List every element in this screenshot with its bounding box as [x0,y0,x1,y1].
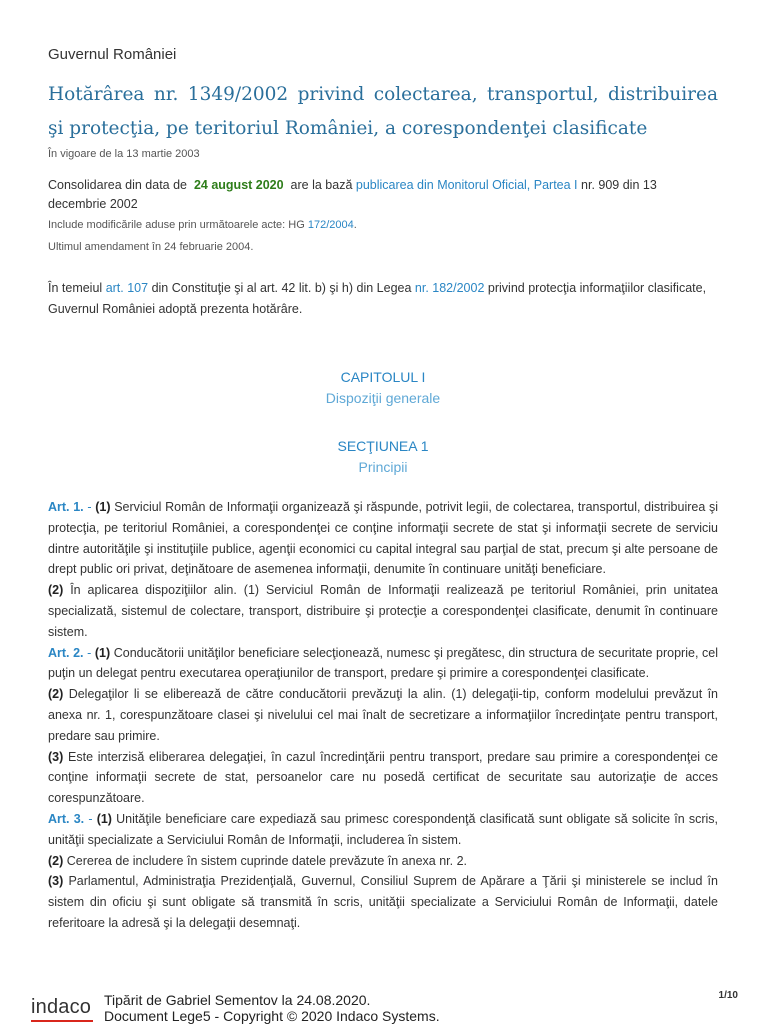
article-3-label[interactable]: Art. 3. [48,811,85,826]
article-2-par-3: (3) Este interzisă eliberarea delegaţiei, în cazul încredinţării pentru transport, predare sau primire a corespondenţei ce conţine informaţii secrete de stat, persoanelor care nu posedă certificat de securitate sau autorizaţie de acces corespunzătoare. [48,749,718,806]
printed-by: Tipărit de Gabriel Sementov la 24.08.2020. [104,992,371,1008]
section-title: SECŢIUNEA 1 [337,438,429,454]
indaco-logo: indaco [31,996,92,1018]
article-3-par-3: (3) Parlamentul, Administraţia Prezidenţială, Guvernul, Consiliul Suprem de Apărare a Ţării şi ministerele se includ în sistem din oficiu şi sunt obligate să transmită în scris, unităţii specializate a Serviciului Român de Informaţii, datele referitoare la adresă şi la delegaţii desemnaţi. [48,874,718,930]
article-2-par-1: Art. 2. - (1) Conducătorii unităţilor beneficiare selecţionează, numesc şi pregătesc, din structura de securitate proprie, cel puţin un delegat pentru executarea operaţiunilor de transport, predare şi primire a corespondenţei clasificate. [48,645,718,681]
preamble-text-2: din Constituţie şi al art. 42 lit. b) şi h) din Legea [151,281,412,295]
section-heading [48,436,718,478]
article-1-label[interactable]: Art. 1. [48,500,84,514]
chapter-title: CAPITOLUL I [340,369,426,385]
hg-172-link[interactable]: 172/2004 [307,219,354,231]
page-number: 1/10 [718,990,738,1001]
copyright-notice: Document Lege5 - Copyright © 2020 Indaco Systems. [104,1008,440,1024]
article-1-par-1: Art. 1. - (1) Serviciul Român de Informaţii organizează şi răspunde, potrivit legii, de colectarea, transportul, distribuirea şi protecţia, pe teritoriul României, a corespondenţei ce conţine informaţii secrete de stat şi informaţii secrete de serviciu dintre autorităţile şi instituţiile publice, agenţii economici cu capital integral sau parţial de stat, precum şi alte persoane de drept public ori privat, deţinătoare de asemenea informaţii, denumite în continuare unităţi beneficiare. [48,500,719,577]
consolidation-info [48,176,718,214]
constitution-art-link[interactable]: art. 107 [105,281,149,295]
issuer-label: Guvernul României [48,46,177,63]
consolidation-suffix: nr. 909 din 13 decembrie 2002 [48,178,657,211]
consolidation-prefix: Consolidarea din data de [48,178,187,192]
document-title: Hotărârea nr. 1349/2002 privind colectarea, transportul, distribuirea şi protecţia, pe teritoriul României, a corespondenţei clasificate [48,84,718,139]
article-3-par-1: Art. 3. - (1) Unităţile beneficiare care expediază sau primesc corespondenţă clasificată sunt obligate să solicite în scris, unităţii specializate a Serviciului Român de Informaţii, includerea în sistem. [48,811,718,847]
preamble-adoption: Guvernul României adoptă prezenta hotărâre. [48,301,303,316]
preamble-text-1: În temeiul [48,281,103,295]
article-3-par-2: (2) Cererea de includere în sistem cuprinde datele prevăzute în anexa nr. 2. [48,853,468,868]
article-1-par-2: (2) În aplicarea dispoziţiilor alin. (1) Serviciul Român de Informaţii realizează pe teritoriul României, prin unitatea specializată, sistemul de colectare, transport, distribuire şi protecţie a corespondenţei clasificate, denumit în continuare sistem. [48,583,718,639]
chapter-subtitle: Dispoziţii generale [325,390,441,406]
page-footer [0,990,768,1024]
consolidation-date: 24 august 2020 [193,178,284,192]
in-force-date: În vigoare de la 13 martie 2003 [48,148,200,160]
article-2-par-2: (2) Delegaţilor li se eliberează de către conducătorii prevăzuţi la alin. (1) delegaţii-tip, conform modelului prevăzut în anexa nr. 1, corespunzătoare clasei şi nivelului cel mai înalt de secretizare a informaţiilor încredinţate pentru transport, predare sau primire. [48,687,718,743]
preamble [48,278,718,319]
modifications-prefix: Include modificările aduse prin următoarele acte: HG [48,219,305,231]
articles-body [48,497,718,934]
law-182-link[interactable]: nr. 182/2002 [414,281,485,295]
print-info [104,992,440,1024]
section-subtitle: Principii [358,459,408,475]
chapter-heading [48,367,718,409]
modifications-info: Include modificările aduse prin următoarele acte: HG 172/2004. [48,219,357,231]
logo-underline [31,1020,93,1022]
consolidation-middle: are la bază [290,178,353,192]
preamble-text-3: privind protecţia informaţiilor clasificate, [487,281,707,295]
article-2-label[interactable]: Art. 2. [48,645,84,660]
last-amendment: Ultimul amendament în 24 februarie 2004. [48,241,254,253]
monitor-oficial-link[interactable]: publicarea din Monitorul Oficial, Partea I [355,178,578,192]
